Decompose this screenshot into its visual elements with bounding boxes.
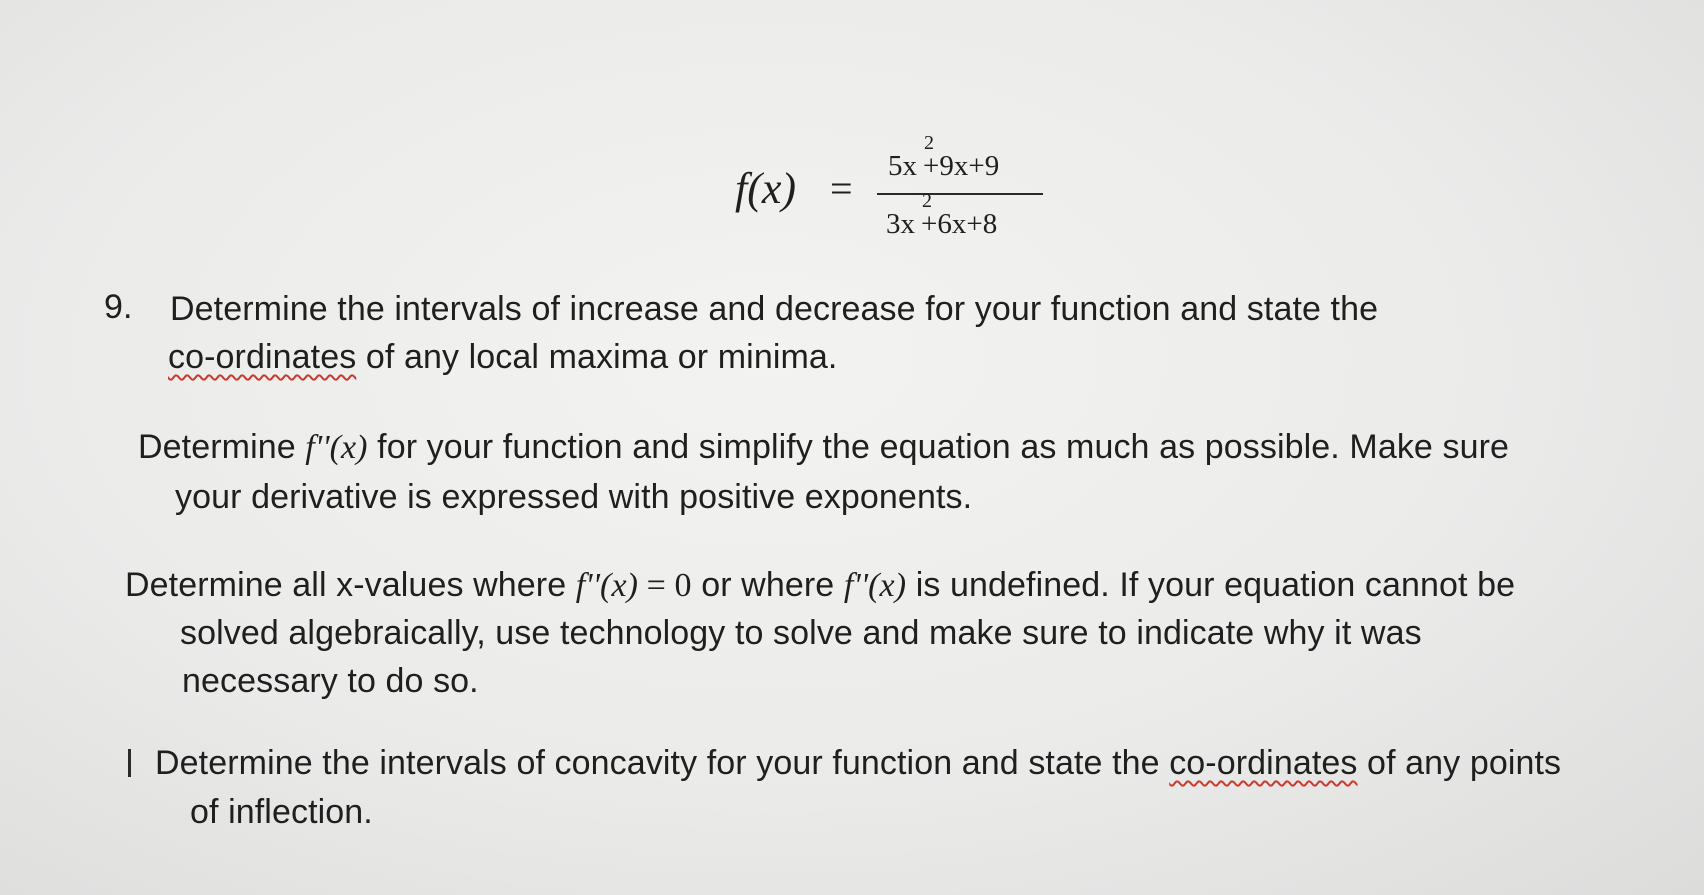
part-c-post: is undefined. If your equation cannot be bbox=[906, 566, 1516, 604]
denominator-exponent: 2 bbox=[922, 190, 932, 212]
part-b-line2: your derivative is expressed with positive exponents. bbox=[175, 478, 973, 516]
spellcheck-word: co-ordinates bbox=[168, 338, 357, 376]
question9-line1: Determine the intervals of increase and decrease for your function and state the bbox=[170, 290, 1379, 328]
part-c-mid: or where bbox=[691, 566, 844, 604]
second-derivative-math-1: f''(x) bbox=[575, 567, 639, 604]
part-b-post: for your function and simplify the equation as much as possible. Make sure bbox=[367, 428, 1510, 466]
text-cursor bbox=[128, 749, 131, 777]
fraction-bar bbox=[877, 193, 1043, 195]
formula-lhs bbox=[735, 163, 796, 214]
part-c-line1 bbox=[125, 566, 1515, 605]
question9-line2-rest: of any local maxima or minima. bbox=[356, 338, 838, 376]
part-d-line2: of inflection. bbox=[190, 793, 373, 831]
second-derivative-math: f''(x) bbox=[305, 429, 368, 466]
second-derivative-math-2: f''(x) bbox=[843, 567, 907, 604]
part-c-pre: Determine all x-values where bbox=[125, 566, 576, 604]
equals-zero: = 0 bbox=[638, 567, 692, 604]
question9-line2 bbox=[168, 338, 837, 377]
fraction-denominator bbox=[886, 190, 998, 241]
question-number: 9. bbox=[104, 288, 133, 326]
part-d-pre: Determine the intervals of concavity for your function and state the bbox=[155, 744, 1170, 782]
formula-equals: = bbox=[830, 166, 853, 211]
part-c-line3: necessary to do so. bbox=[182, 662, 479, 700]
denominator-term-a: 3x bbox=[886, 208, 915, 240]
part-b-pre: Determine bbox=[138, 428, 306, 466]
part-d-post: of any points bbox=[1357, 744, 1562, 782]
numerator-term-b: +9x+9 bbox=[923, 150, 1000, 182]
spellcheck-word-2: co-ordinates bbox=[1169, 744, 1358, 782]
part-c-line2: solved algebraically, use technology to solve and make sure to indicate why it was bbox=[180, 614, 1422, 652]
part-d-line1 bbox=[155, 744, 1561, 783]
numerator-term-a: 5x bbox=[888, 150, 917, 182]
function-name: f(x) bbox=[735, 164, 797, 213]
denominator-term-b: +6x+8 bbox=[921, 208, 998, 240]
fraction-numerator bbox=[888, 132, 1000, 183]
numerator-exponent: 2 bbox=[924, 132, 934, 154]
part-b-line1 bbox=[138, 428, 1509, 467]
